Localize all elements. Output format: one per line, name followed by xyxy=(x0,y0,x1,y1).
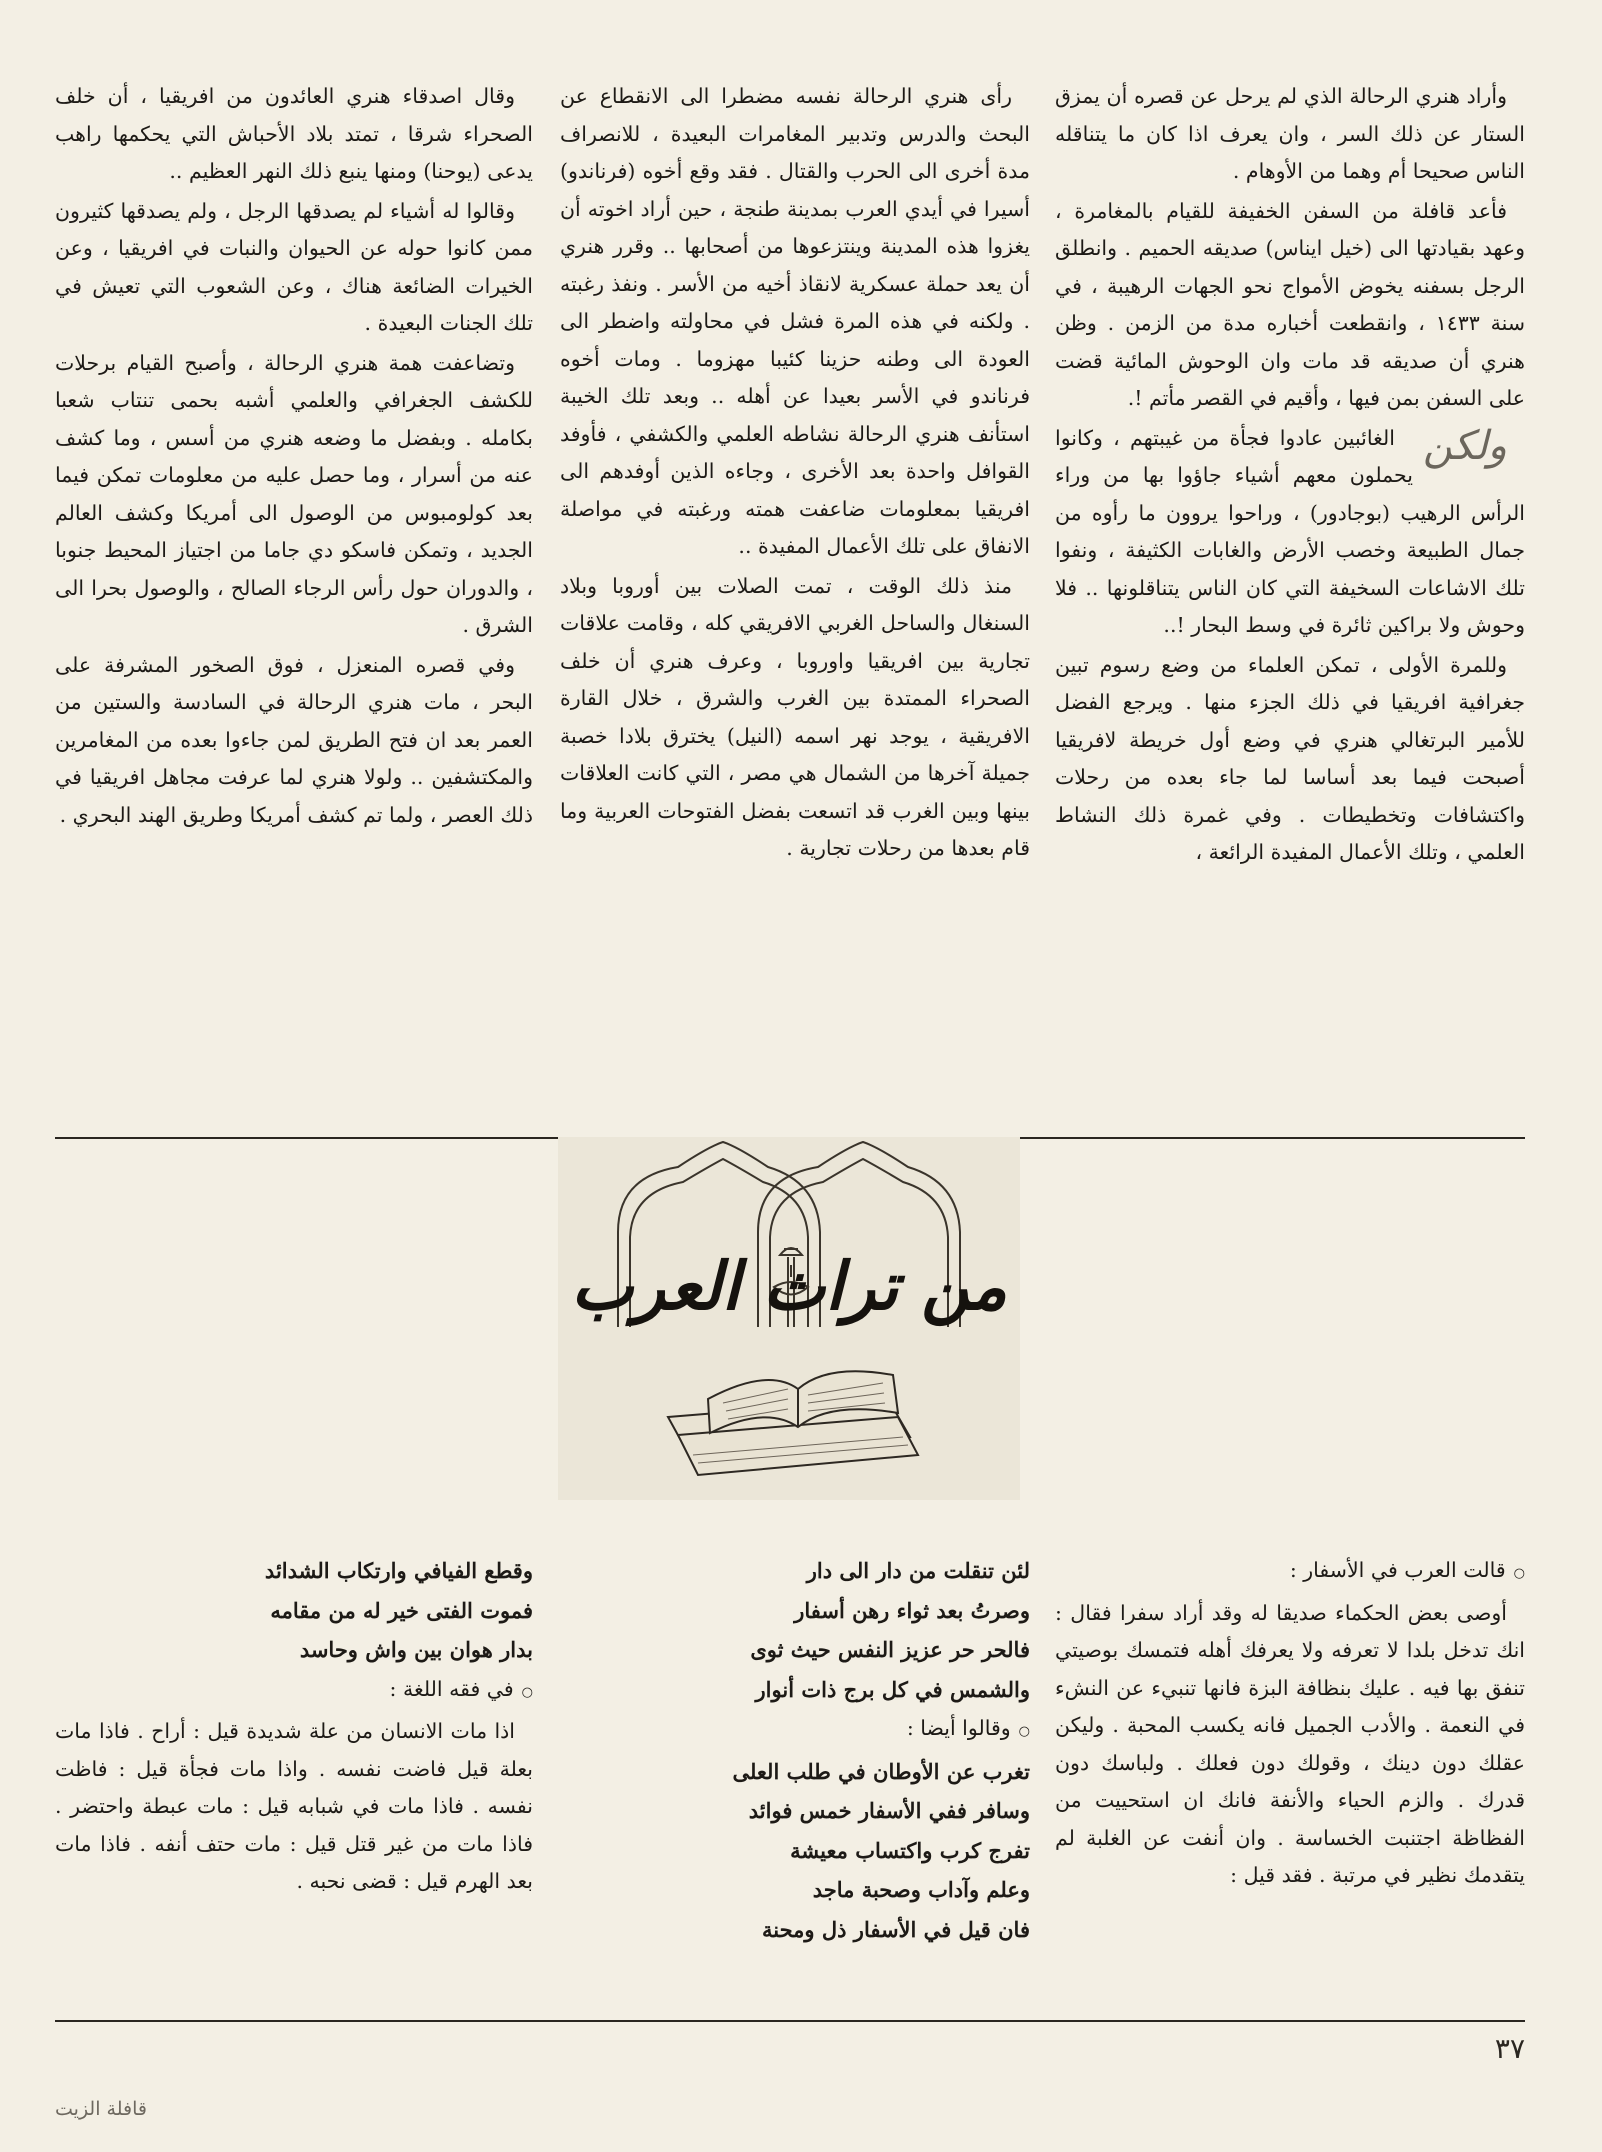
poem-verse: وقطع الفيافي وارتكاب الشدائد xyxy=(264,1558,533,1583)
poem-verse: والشمس في كل برج ذات أنوار xyxy=(755,1676,1030,1702)
article-column-left xyxy=(55,78,533,834)
poem-verse: تفرج كرب واكتساب معيشة xyxy=(790,1837,1030,1863)
decorative-dropcap: ولكن xyxy=(1422,422,1507,469)
heritage-heading-text: في فقه اللغة : xyxy=(389,1676,514,1701)
poem-verse: فموت الفتى خير له من مقامه xyxy=(270,1597,533,1623)
article-paragraph-text: الغائبين عادوا فجأة من غيبتهم ، وكانوا يحملون معهم أشياء جاؤوا بها من وراء الرأس الرهيب (بوجادور) ، وراحوا يروون ما رأوه من جمال الطبيعة وخصب الأرض والغابات الكثيفة ، ونفوا تلك الاشاعات السخيفة التي كان الناس يتناقلونها .. فلا وحوش ولا براكين ثائرة في وسط البحار !.. xyxy=(1055,425,1525,637)
poem-verse: فالحر حر عزيز النفس حيث ثوى xyxy=(750,1637,1030,1662)
circle-bullet-icon: ○ xyxy=(1513,1566,1525,1581)
circle-bullet-icon: ○ xyxy=(1018,1724,1030,1739)
article-paragraph: وفي قصره المنعزل ، فوق الصخور المشرفة على البحر ، مات هنري الرحالة في السادسة والستين من العمر بعد ان فتح الطريق لمن جاءوا بعده من المغامرين والمكتشفين .. ولولا هنري لما عرفت مجاهل افريقيا في ذلك العصر ، ولما تم كشف أمريكا وطريق الهند البحري . xyxy=(55,652,533,827)
heritage-paragraph: أوصى بعض الحكماء صديقا له وقد أراد سفرا فقال : انك تدخل بلدا لا تعرفه ولا يعرفك أهله فتمسك بوصيتي تنفق بها فيه . عليك بنظافة البزة فانها تنبيء عن النشء في النعمة . والأدب الجميل فانه يكسب المحبة . وليكن عقلك دون دينك ، وقولك دون فعلك . ولباسك دون قدرك . والزم الحياء والأنفة فانك ان استحييت من الفظاظة اجتنبت الخساسة . وان أنفت عن الغلبة لم يتقدمك نظير في مرتبة . فقد قيل : xyxy=(1055,1600,1525,1887)
heritage-column-right xyxy=(1055,1552,1525,1895)
article-column-middle xyxy=(560,78,1030,868)
heritage-heading xyxy=(560,1710,1030,1751)
article-paragraph: منذ ذلك الوقت ، تمت الصلات بين أوروبا وبلاد السنغال والساحل الغربي الافريقي كله ، وقامت علاقات تجارية بين افريقيا واوروبا ، وعرف هنري أن خلف الصحراء الممتدة بين الغرب والشرق ، خلال القارة الافريقية ، يوجد نهر اسمه (النيل) يخترق بلادا خصبة جميلة آخرها من الشمال هي مصر ، التي كانت العلاقات بينها وبين الغرب قد اتسعت بفضل الفتوحات العربية وما قام بعدها من رحلات تجارية . xyxy=(560,573,1030,860)
poem-verse: وسافر ففي الأسفار خمس فوائد xyxy=(748,1798,1030,1823)
poem-verse: فان قيل في الأسفار ذل ومحنة xyxy=(762,1916,1030,1942)
magazine-footer-title: قافلة الزيت xyxy=(55,2098,147,2120)
heritage-heading xyxy=(1055,1552,1525,1593)
poem-verse: تغرب عن الأوطان في طلب العلى xyxy=(732,1758,1030,1784)
poem-verse: وصرتُ بعد ثواء رهن أسفار xyxy=(794,1597,1030,1623)
footer-divider xyxy=(55,2020,1525,2022)
article-paragraph: رأى هنري الرحالة نفسه مضطرا الى الانقطاع عن البحث والدرس وتدبير المغامرات البعيدة ، للانصراف مدة أخرى الى الحرب والقتال . فقد وقع أخوه (فرناندو) أسيرا في أيدي العرب بمدينة طنجة ، حين أراد اخوته أن يغزوا هذه المدينة وينتزعوها من أصحابها .. وقرر هنري أن يعد حملة عسكرية لانقاذ أخيه من الأسر . ونفذ رغبته . ولكنه في هذه المرة فشل في محاولته واضطر الى العودة الى وطنه حزينا كئيبا مهزوما . ومات أخوه فرناندو في الأسر بعيدا عن أهله .. وبعد تلك الخيبة استأنف هنري الرحالة نشاطه العلمي والكشفي ، فأوفد القوافل واحدة بعد الأخرى ، وجاءه الذين أوفدهم الى افريقيا بمعلومات ضاعفت همته ورغبته في مواصلة الانفاق على تلك الأعمال المفيدة .. xyxy=(560,84,1030,558)
article-column-right xyxy=(1055,78,1525,872)
article-paragraph xyxy=(1055,420,1525,645)
page-number: ٣٧ xyxy=(1494,2032,1525,2065)
article-paragraph: وللمرة الأولى ، تمكن العلماء من وضع رسوم تبين جغرافية افريقيا في ذلك الجزء منها . ويرجع الفضل للأمير البرتغالي هنري في وضع أول خريطة لافريقيا أصبحت فيما بعد أساسا لما جاء بعده من رحلات واكتشافات وتخطيطات . وفي غمرة ذلك النشاط العلمي ، وتلك الأعمال المفيدة الرائعة ، xyxy=(1055,652,1525,864)
article-paragraph: فأعد قافلة من السفن الخفيفة للقيام بالمغامرة ، وعهد بقيادتها الى (خيل ايناس) صديقه الحميم . وانطلق الرجل بسفنه يخوض الأمواج نحو الجهات الرهيبة ، في سنة ١٤٣٣ ، وانقطعت أخباره مدة من الزمن . وظن هنري أن صديقه قد مات وان الوحوش المائية قضت على السفن بمن فيها ، وأقيم في القصر مأتم !. xyxy=(1055,198,1526,410)
heritage-heading-text: وقالوا أيضا : xyxy=(906,1716,1011,1740)
article-paragraph: وقالوا له أشياء لم يصدقها الرجل ، ولم يصدقها كثيرون ممن كانوا حوله عن الحيوان والنبات في افريقيا ، وعن الخيرات الضائعة هناك ، وعن الشعوب التي تعيش في تلك الجنات البعيدة . xyxy=(55,198,533,335)
heritage-banner xyxy=(558,1137,1020,1500)
section-divider xyxy=(55,1137,558,1139)
poem-verse: لئن تنقلت من دار الى دار xyxy=(806,1558,1030,1583)
heritage-heading-text: قالت العرب في الأسفار : xyxy=(1289,1558,1506,1582)
heritage-paragraph: اذا مات الانسان من علة شديدة قيل : أراح . فاذا مات بعلة قيل فاضت نفسه . واذا مات فجأة قيل : فاظت نفسه . فاذا مات في شبابه قيل : مات عبطة واحتضر . فاذا مات من غير قتل قيل : مات حتف أنفه . فاذا مات بعد الهرم قيل : قضى نحبه . xyxy=(55,1719,533,1893)
article-paragraph: وأراد هنري الرحالة الذي لم يرحل عن قصره أن يمزق الستار عن ذلك السر ، وان يعرف اذا كان ما يتناقله الناس صحيحا أم وهما من الأوهام . xyxy=(1055,84,1525,183)
article-paragraph: وقال اصدقاء هنري العائدون من افريقيا ، أن خلف الصحراء شرقا ، تمتد بلاد الأحباش التي يحكمها راهب يدعى (يوحنا) ومنها ينبع ذلك النهر العظيم .. xyxy=(55,84,533,183)
poem-verse: بدار هوان بين واش وحاسد xyxy=(299,1637,533,1662)
article-paragraph: وتضاعفت همة هنري الرحالة ، وأصبح القيام برحلات للكشف الجغرافي والعلمي أشبه بحمى تنتاب شعبا بكامله . وبفضل ما وضعه هنري من أسس ، وما كشف عنه من أسرار ، وما حصل عليه من معلومات تمكن فيما بعد كولومبوس من الوصول الى أمريكا وكشف العالم الجديد ، وتمكن فاسكو دي جاما من اجتياز المحيط جنوبا ، والدوران حول رأس الرجاء الصالح ، والوصول بحرا الى الشرق . xyxy=(55,350,533,637)
banner-title: من تراث العرب xyxy=(571,1247,1007,1325)
circle-bullet-icon: ○ xyxy=(521,1684,533,1700)
heritage-heading xyxy=(55,1671,533,1712)
heritage-column-left xyxy=(55,1552,533,1901)
heritage-column-middle xyxy=(560,1552,1030,1948)
poem-verse: وعلم وآداب وصحبة ماجد xyxy=(812,1877,1030,1902)
section-divider xyxy=(1020,1137,1525,1139)
